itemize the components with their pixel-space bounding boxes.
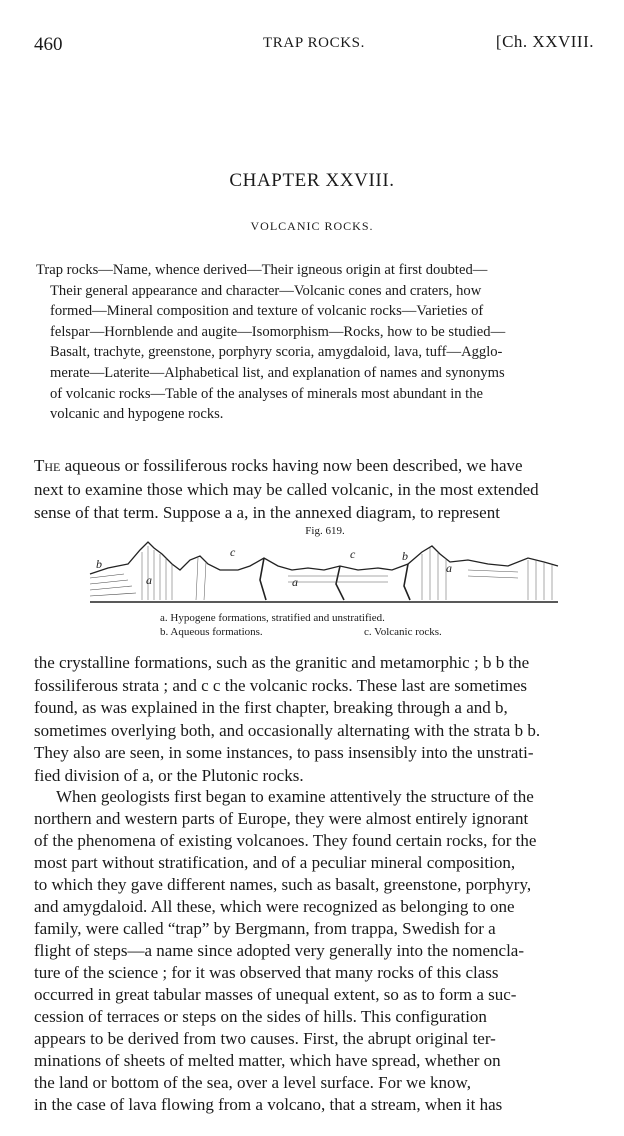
synopsis-line: merate—Laterite—Alphabetical list, and explanation of names and synonyms (50, 364, 505, 381)
synopsis-line: Their general appearance and character—Volcanic cones and craters, how (50, 282, 482, 299)
diagram-letter: c (350, 547, 356, 561)
paragraph-line: When geologists first began to examine attentively the structure of the (56, 787, 534, 806)
figure-label: Fig. 619. (305, 525, 345, 537)
synopsis-line: formed—Mineral composition and texture of volcanic rocks—Varieties of (50, 303, 484, 320)
synopsis-line: felspar—Hornblende and augite—Isomorphism—Rocks, how to be studied— (50, 323, 506, 340)
paragraph-line-text: aqueous or fossiliferous rocks having now been described, we have (60, 456, 523, 475)
synopsis-line: volcanic and hypogene rocks. (50, 406, 224, 423)
paragraph-line: most part without stratification, and of a peculiar mineral composition, (34, 853, 516, 872)
figure-619 (88, 520, 562, 644)
diagram-letter: a (292, 575, 298, 589)
synopsis-line: of volcanic rocks—Table of the analyses of minerals most abundant in the (50, 385, 484, 402)
paragraph-intro (34, 454, 596, 525)
paragraph-line: occurred in great tabular masses of unequal extent, so as to form a suc- (34, 985, 517, 1004)
paragraph-line: flight of steps—a name since adopted very generally into the nomencla- (34, 941, 525, 960)
paragraph-line: fied division of a, or the Plutonic rocks. (34, 765, 304, 785)
paragraph-line: appears to be derived from two causes. First, the abrupt original ter- (34, 1029, 496, 1048)
paragraph-line: family, were called “trap” by Bergmann, from trappa, Swedish for a (34, 919, 496, 938)
paragraph-line: in the case of lava flowing from a volcano, that a stream, when it has (34, 1095, 503, 1114)
figure-caption-a: a. Hypogene formations, stratified and unstratified. (160, 612, 385, 624)
diagram-letter: b (96, 557, 102, 571)
chapter-subtitle: VOLCANIC ROCKS. (250, 219, 374, 233)
paragraph-trap-history (34, 786, 596, 1116)
paragraph-line: minations of sheets of melted matter, which have spread, whether on (34, 1051, 501, 1070)
geology-diagram (88, 540, 562, 610)
paragraph-line: the crystalline formations, such as the granitic and metamorphic ; b b the (34, 653, 530, 672)
diagram-letter: b (402, 549, 408, 563)
paragraph-intro-continued (34, 652, 596, 788)
chapter-synopsis (36, 260, 594, 425)
chapter-title: CHAPTER XXVIII. (229, 170, 395, 191)
paragraph-line: and amygdaloid. All these, which were recognized as belonging to one (34, 897, 515, 916)
paragraph-line: the land or bottom of the sea, over a level surface. For we know, (34, 1073, 471, 1092)
paragraph-line: northern and western parts of Europe, they were almost entirely ignorant (34, 809, 529, 828)
paragraph-line: cession of terraces or steps on the sides of hills. This configuration (34, 1007, 487, 1026)
paragraph-line: next to examine those which may be called volcanic, in the most extended (34, 479, 539, 499)
running-title: TRAP ROCKS. (263, 35, 365, 51)
paragraph-line: sometimes overlying both, and occasionally alternating with the strata b b. (34, 720, 541, 740)
page-number: 460 (34, 34, 63, 55)
figure-caption-c: c. Volcanic rocks. (364, 626, 442, 638)
drop-word: The (34, 456, 61, 475)
running-header (34, 30, 594, 54)
diagram-letter: c (230, 545, 236, 559)
paragraph-line: found, as was explained in the first chapter, breaking through a and b, (34, 698, 508, 718)
paragraph-line: ture of the science ; for it was observed that many rocks of this class (34, 963, 499, 982)
figure-caption-b: b. Aqueous formations. (160, 626, 263, 638)
synopsis-line: Trap rocks—Name, whence derived—Their igneous origin at first doubted— (36, 262, 488, 278)
synopsis-line: Basalt, trachyte, greenstone, porphyry scoria, amygdaloid, lava, tuff—Agglo- (50, 344, 503, 361)
paragraph-line: They also are seen, in some instances, to pass insensibly into the unstrati- (34, 743, 534, 763)
paragraph-line: of the phenomena of existing volcanoes. They found certain rocks, for the (34, 831, 537, 850)
paragraph-line (34, 454, 596, 478)
chapter-reference: [Ch. XXVIII. (495, 32, 594, 51)
diagram-letter: a (146, 573, 152, 587)
paragraph-line: fossiliferous strata ; and c c the volcanic rocks. These last are sometimes (34, 675, 527, 695)
diagram-letter: a (446, 561, 452, 575)
paragraph-line: to which they gave different names, such as basalt, greenstone, porphyry, (34, 875, 532, 894)
paragraph-line: sense of that term. Suppose a a, in the annexed diagram, to represent (34, 503, 500, 522)
